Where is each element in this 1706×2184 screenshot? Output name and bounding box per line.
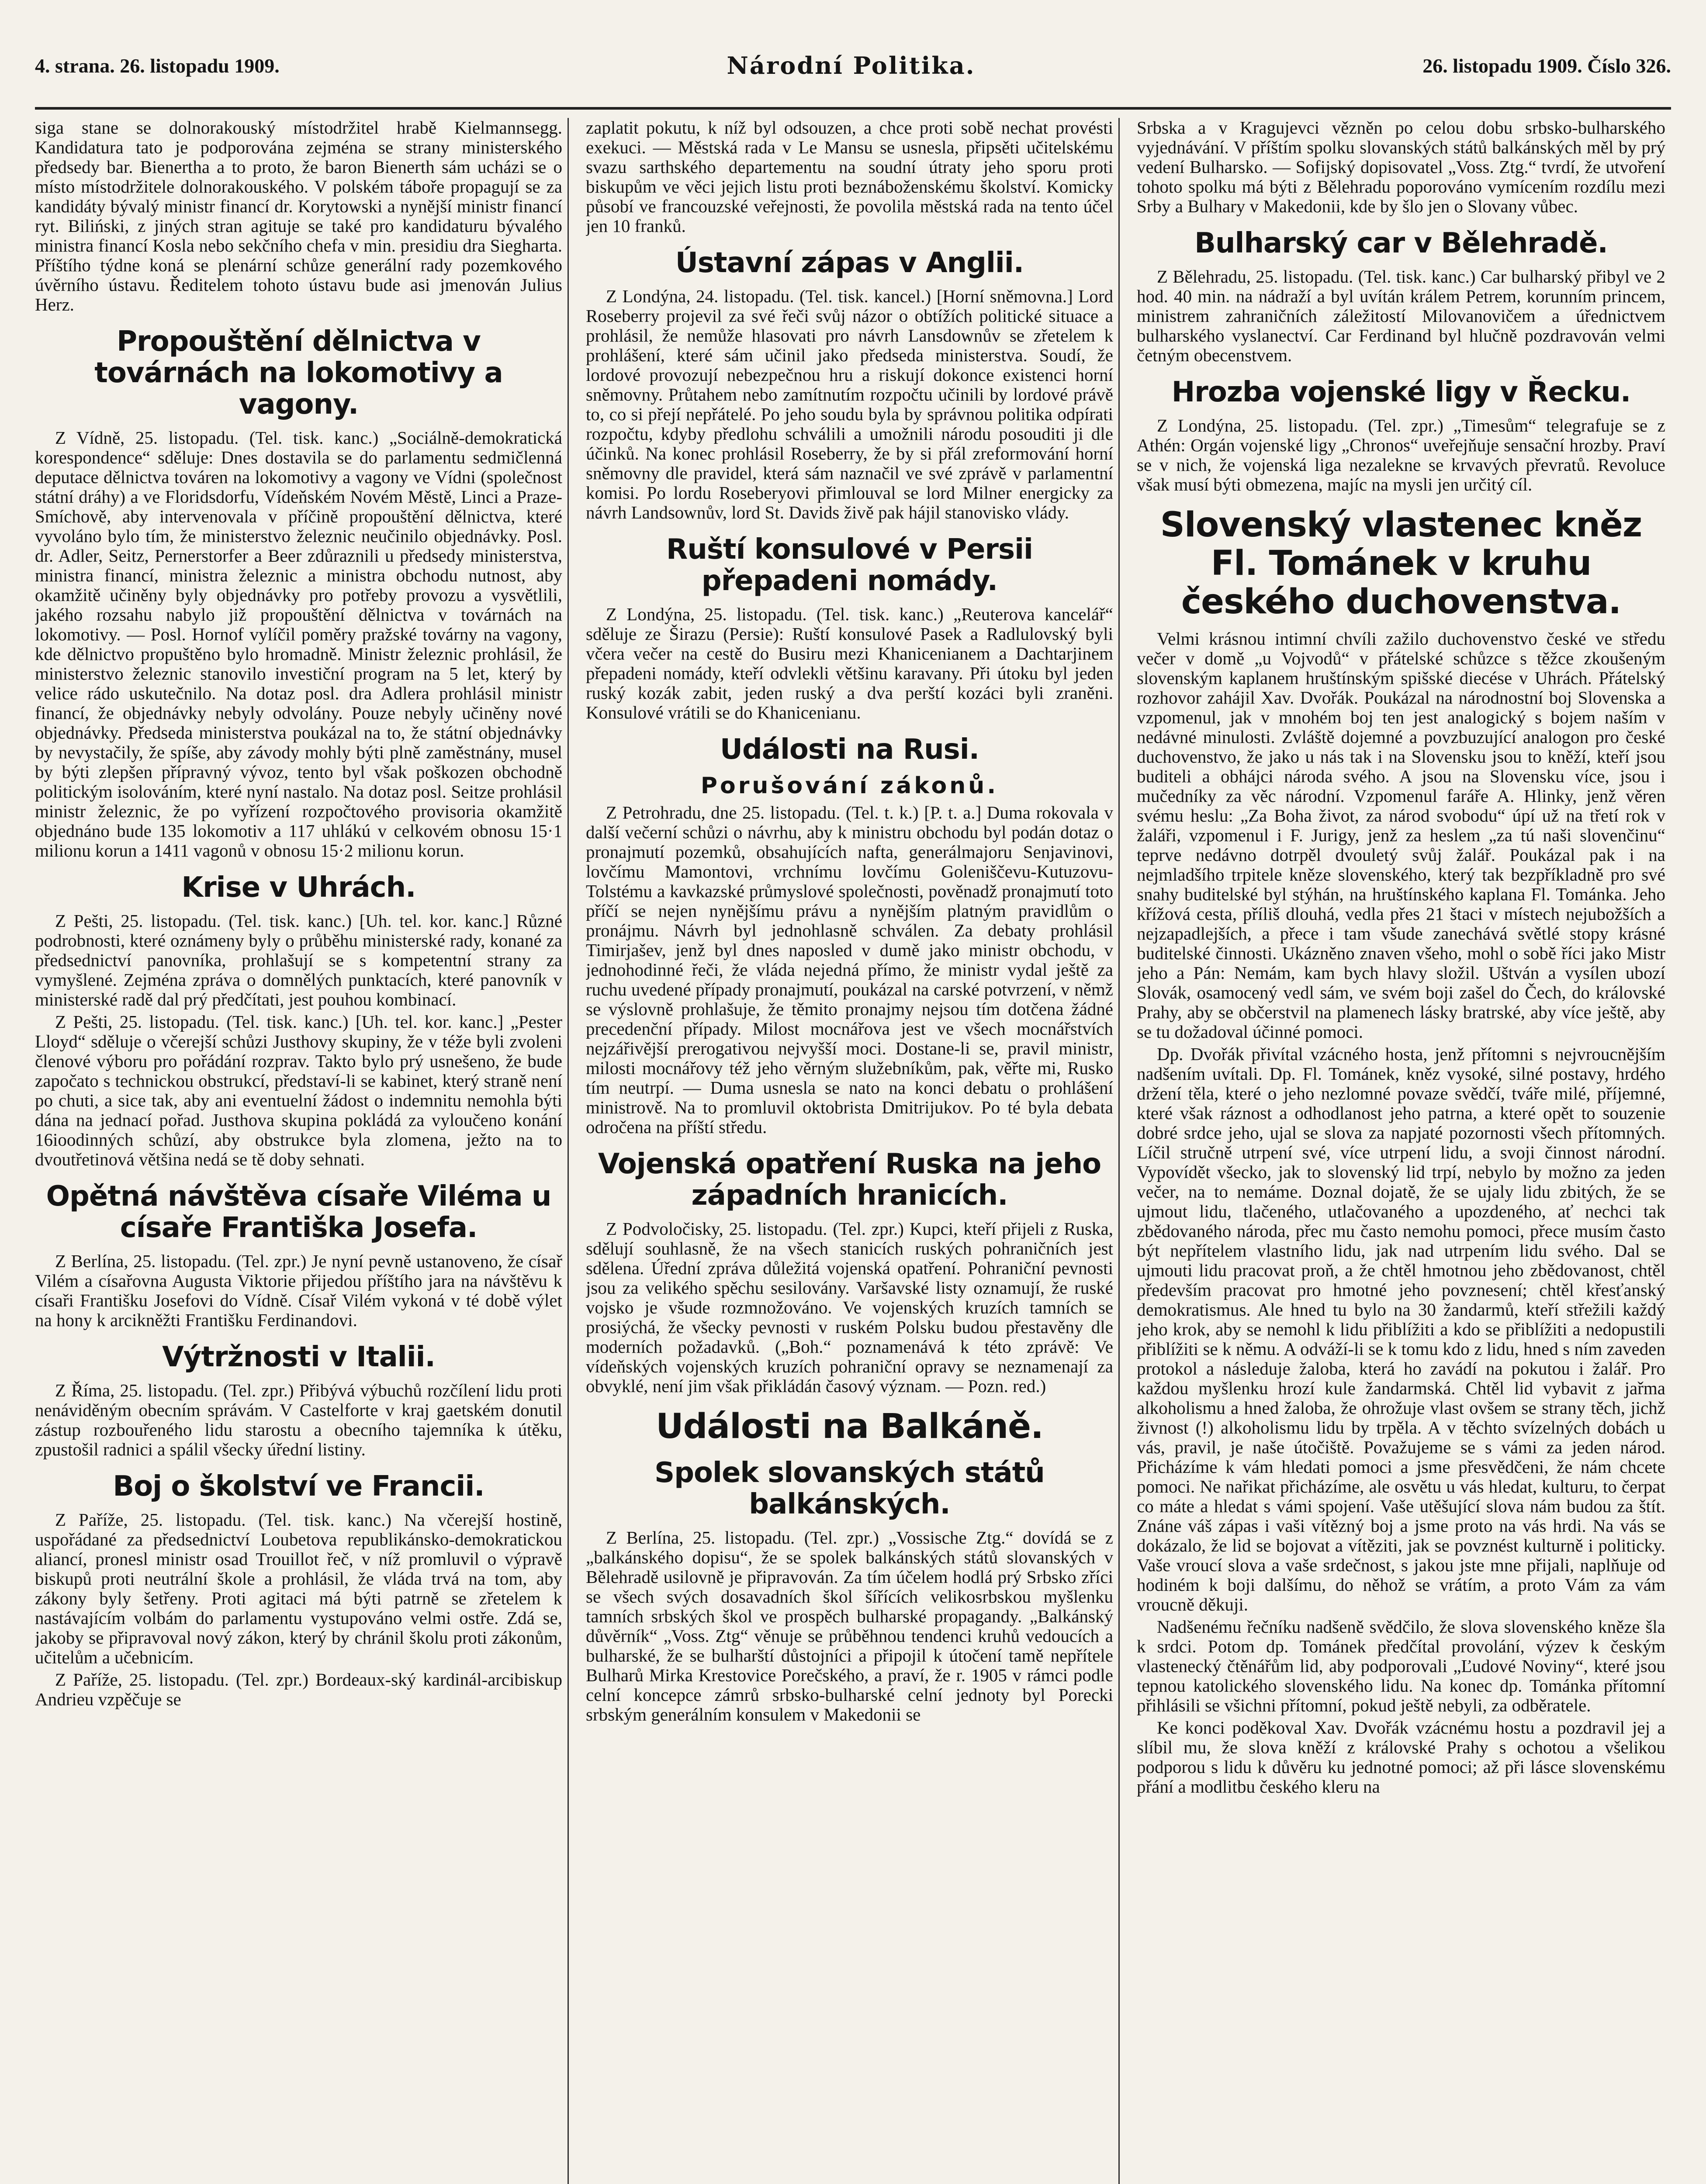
article-text: Z Petrohradu, dne 25. listopadu. (Tel. t. k.) [P. t. a.] Duma rokovala v další večerní schůzi o návrhu, aby k ministru obchodu byl podán dotaz o pronajmutí pozemků, obsahujících nafta, generálmajoru Senjavinovi, lovčímu Mamontovi, vrchnímu lovčímu Goleniščevu-Kutuzovu-Tolstému a kavkazské průmyslové společnosti, pověnadž pronajmutí toto příčí se nejen nynějšímu právu a nynějším platným pravidlům o pronájmu. Návrh byl jednohlasně schválen. Za debaty prohlásil Timirjašev, jenž byl dnes naposled v dumě jako ministr obchodu, v jednohodinné řeči, že vláda nejedná přímo, že ministr vydal ještě za ruchu uvedené případy pronajmutí, poukázal na carské potvrzení, v němž se výslovně prohlašuje, že těmito pronajmy nejsou tím dotčena žádné precedenční případy. Milost mocnářova jest ve všech mocnářstvích nejzářivější prerogativou nejvyšší moci. Dostane-li se, pravil ministr, milosti mocnářovy též jeho věrným služebníkům, pak, věřte mi, Rusko tím neutrpí. — Duma usnesla se nato na konci debatu o prohlášení ministrově. Na to promluvil oktobrista Dmitrijukov. Po té byla debata odročena na příští středu. xyxy=(586,802,1113,1137)
article-text: Nadšenému řečníku nadšeně svědčilo, že slova slovenského kněze šla k srdci. Potom dp. Tománek předčítal provolání, výzev k českým vlastenecký čtěnářům lid, aby podporovali „Ľudové Noviny“, které jsou tepnou katolického slovenského lidu. Na konec dp. Tománka přítomní přihlásili se všichni přítomní, pokud ještě nebyli, za odběratele. xyxy=(1137,1617,1665,1715)
page-date-left: 4. strana. 26. listopadu 1909. xyxy=(35,54,280,77)
article-text: Z Berlína, 25. listopadu. (Tel. zpr.) „Vossische Ztg.“ dovídá se z „balkánského dopisu“, že se spolek balkánských států slovanských v Bělehradě usilovně je připravován. Za tím účelem hodlá prý Srbsko zříci se všech svých dosavadních škol šířících velikosrbskou myšlenku tamních srbských škol ve prospěch bulharské propagandy. „Balkánský důvěrník“ „Voss. Ztg“ věnuje se průběhnou tendenci kruhů vedoucích a bulharské, že se bulharští důstojníci a připojil k útočení tamě nepřítele Bulharů Mirka Krestovice Porečského, a praví, že r. 1905 v rámci podle celní koncepce zámrů srbsko-bulharské celní jednoty byl Porecki srbským generálním konsulem v Makedonii se xyxy=(586,1527,1113,1724)
article-text: Z Podvoločisky, 25. listopadu. (Tel. zpr.) Kupci, kteří přijeli z Ruska, sdělují souhlasně, že na všech stanicích ruských pohraničních jest sdělena. Úřední zpráva důležitá vojenská opatření. Pohraniční pevnosti jsou za velikého spěchu sesilovány. Varšavské listy oznamují, že ruské vojsko je všude rozmnožováno. Ve vojenských kruzích tamních se prosiýchá, že všecky pevnosti v ruském Polsku budou přestavěny dle moderních požadavků. („Boh.“ poznamenává k této zprávě: Ve vídeňských vojenských kruzích pohraniční opravy se neznamenají za obvyklé, není jim však přikládán časový význam. — Pozn. red.) xyxy=(586,1219,1113,1396)
headline-udalosti-balkane: Události na Balkáně. xyxy=(656,1407,1043,1446)
article-text: Ke konci poděkoval Xav. Dvořák vzácnému hostu a pozdravil jej a slíbil mu, že slova kněží z královské Prahy s ochotou a všelikou podporou s lidu k důvěru ku jednotné pomoci; až při lásce slovenskému přání a modlitbu českého kleru na xyxy=(1137,1717,1665,1797)
headline-skolstvi-francii: Boj o školství ve Francii. xyxy=(113,1470,484,1503)
issue-number: 26. listopadu 1909. Číslo 326. xyxy=(1422,54,1671,77)
headline-spolek-statu: Spolek slovanských států balkánských. xyxy=(654,1457,1045,1521)
article-continuation: siga stane se dolnorakouský místodržitel hrabě Kielmannsegg. Kandidatura tato je podporována zejména se strany ministerského předsedy bar. Bienertha a to proto, že baron Bienerth sám ucházi se o místo místodržitele dolnorakouského. V polském táboře propagují se za kandidáty bývalý ministr financí dr. Korytowski a nynější ministr financí ryt. Biliński, z jiných stran agituje se také pro kandidaturu bývalého ministra financí Kosla nebo sekčního chefa v min. presidiu dra Sieghartа. Příštího týdne koná se plenární schůze generální rady pozemkového úvěrního ústavu. Ředitelem tohoto ústavu bude asi jmenován Julius Herz. xyxy=(35,118,562,314)
article-text: Velmi krásnou intimní chvíli zažilo duchovenstvo české ve středu večer v domě „u Vojvodů“ v přátelské schůzce s těžce zkoušeným slovenským kaplanem hruštínským spišské diecése v Uhrách. Přátelský rozhovor zahájil Xav. Dvořák. Poukázal na národnostní boj Slovenska a vzpomenul, jak v mnohém boj ten jest analogický s bojem naším v nedávné minulosti. Zvláště dojemné a povzbuzující analogon pro české duchovenstvo, že jako u nás tak i na Slovensku jsou to kněží, kteří jsou buditeli a obhájci národa svého. A jsou na Slovensku více, jsou i mučedníky za věc národní. Vzpomenul faráře A. Hlinky, jenž věren svému heslu: „Za Boha život, za národ svobodu“ úpí už na třetí rok v žaláři, vzpomenul i F. Jurigy, jenž za heslem „za tú naši slovenčinu“ teprve nedávno dotrpěl dvouletý svůj žalář. Poukázal pak i na nejmladšího trpitele kněze slovenského, který tak bezpříkladně pro své snahy buditelské byl stýhán, na hruštínského kaplana Fl. Tománka. Jeho křížová cesta, příliš dlouhá, vedla přes 21 štaci v místech nejubožších a nejzapadlejších, a přece i tam všude zanechává světlé stopy krásné buditelské činnosti. Ukázněno znaven všeho, mohl o sobě říci jako Mistr jeho a Pán: Nemám, kam bych hlavy složil. Uštván a vysílen ubozí Slovák, osamocený vedl sám, ve svém boji zašel do Čech, do královské Prahy, aby se občerstvil na plamenech lásky bratrské, aby více ještě, aby se tu dožadoval účinné pomoci. xyxy=(1137,629,1665,1042)
headline-vytrznosti-italii: Výtržnosti v Italii. xyxy=(162,1341,435,1373)
article-continuation: Srbska a v Kragujevci vězněn po celou dobu srbsko-bulharského vyjednávání. V příštím spolku slovanských států balkánských měl by prý vedení Bulharsko. — Sofijský dopisovatel „Voss. Ztg.“ tvrdí, že utvoření tohoto spolku má býti z Bělehradu poporováno vymícením rozdílu mezi Srby a Bulhary v Makedonii, kde by šlo jen o Slovany vůbec. xyxy=(1137,118,1665,216)
article-text: Z Londýna, 24. listopadu. (Tel. tisk. kancel.) [Horní sněmovna.] Lord Roseberry projevil za své řeči svůj názor o obtížích politické situace a prohlásil, že nemůže hlasovati pro návrh Lansdownův se zřetelem k prohlášení, které sám učinil jako předseda ministerstva. Soudí, že lordové provozují nebezpečnou hru a riskují dokonce existenci horní sněmovny. Průtahem nebo zamítnutím rozpočtu učinili by lordové právě to, co si přejí nepřátelé. Po jeho soudu byla by správnou politika odpírati rozpočtu, kdyby předlohu schválili a umožnili národu posouditi ji dle účinků. Na konec prohlásil Roseberry, že by si přál zreformování horní sněmovny dle pravidel, která sám naznačil ve své zprávě v parlamentní komisi. Po lordu Roseberyovi přimlouval se lord Milner energicky za návrh Landsownův, lord St. Davids živě pak hájil stanovisko vlády. xyxy=(586,286,1113,522)
headline-vojenska-opatreni: Vojenská opatření Ruska na jeho západních hranicích. xyxy=(598,1148,1101,1212)
article-text: Z Vídně, 25. listopadu. (Tel. tisk. kanc.) „Sociálně-demokratická korespondence“ sděluje: Dnes dostavila se do parlamentu sedmičlenná deputace dělnictva továren na lokomotivy a vagony ve Vídni (společnost státní dráhy) a ve Floridsdorfu, Vídeňském Novém Městě, Linci a Praze-Smíchově, aby intervenovala v příčině propouštění dělnictva, které vyvoláno bylo tím, že ministerstvo železnic neučinilo objednávky. Posl. dr. Adler, Seitz, Pernerstorfer a Beer zdůraznili u předsedy ministerstva, ministra financí, ministra železnic a ministra obchodu nutnost, aby okamžitě učiněny byly objednávky pro potřeby provozu a vysvětlili, jakého rozsahu nabylo již propouštění dělnictva v továrnách na lokomotivy. — Posl. Hornof vylíčil poměry pražské továrny na vagony, kde dělnictvo propuštěno bylo hromadně. Ministr železnic prohlásil, že ministerstvo železnic stanovilo investiční program na 5 let, který by velice rádo uskutečnilo. Na dotaz posl. dra Adlera prohlásil ministr financí, že objednávky nebyly odvolány. Pouze nebyly učiněny nové objednávky. Předseda ministerstva poukázal na to, že státní objednávky by nevystačily, že spíše, aby závody mohly býti plně zaměstnány, musel by býti zlepšen přípravný vývoz, tento byl však poškozen obchodně politickým isolováním, které nyní nastalo. Na dotaz posl. Seitze prohlásil ministr železnic, že po vyřízení rozpočtového provisoria okamžitě objednáno bude 135 lokomotiv a 117 uhlákú v celkovém obnosu 15·1 milionu korun a 1411 vagonů v obnosu 15·2 milionu korun. xyxy=(35,428,562,860)
article-text: Z Pešti, 25. listopadu. (Tel. tisk. kanc.) [Uh. tel. kor. kanc.] Různé podrobnosti, které oznámeny byly o průběhu ministerské rady, konané za předsednictví panovníka, prohlašují se s kompetentní strany za vymyšlené. Zejména zpráva o domnělých punktacích, které panovník v ministerské radě dal prý předčítati, jest pouhou kombinací. xyxy=(35,911,562,1009)
newspaper-title: Národní Politika. xyxy=(727,52,976,79)
article-text: Z Londýna, 25. listopadu. (Tel. zpr.) „Timesům“ telegrafuje se z Athén: Orgán vojenské ligy „Chronos“ uveřejňuje sensační hrozby. Praví se v nich, že vojenská liga nezalekne se krvavých převratů. Revoluce však musí býti obmezena, majíc na mysli jen určitý cíl. xyxy=(1137,415,1665,494)
masthead xyxy=(35,24,1671,110)
headline-lokomotivy: Propouštění dělnictva v továrnách na lokomotivy a vagony. xyxy=(94,325,503,421)
headline-hrozba-ligy: Hrozba vojenské ligy v Řecku. xyxy=(1171,376,1631,408)
column-1 xyxy=(35,118,569,2184)
article-text: Z Berlína, 25. listopadu. (Tel. zpr.) Je nyní pevně ustanoveno, že císař Vilém a císařovna Augusta Viktorie přijedou příštího jara na návštěvu k císaři Františku Josefovi do Vídně. Císař Vilém vykoná v té době výlet na hony k arcikněžti Františku Ferdinandovi. xyxy=(35,1251,562,1330)
headline-krise-uhrach: Krise v Uhrách. xyxy=(181,871,416,904)
headline-udalosti-rusi: Události na Rusi. xyxy=(720,733,979,766)
article-text: Z Paříže, 25. listopadu. (Tel. zpr.) Bordeaux-ský kardinál-arcibiskup Andrieu vzpěčuje se xyxy=(35,1669,562,1709)
columns xyxy=(35,118,1671,2184)
headline-slovensky-vlastenec: Slovenský vlastenec kněz Fl. Tománek v kruhu českého duchovenstva. xyxy=(1160,505,1642,622)
subhead-poruseni-zakonu: Porušování zákonů. xyxy=(700,773,999,799)
column-3 xyxy=(1137,118,1671,2184)
headline-bulharsky-car: Bulharský car v Bělehradě. xyxy=(1194,227,1608,259)
article-text: Z Říma, 25. listopadu. (Tel. zpr.) Přibývá výbuchů rozčílení lidu proti nenáviděným obecním správám. V Castelforte v kraj gaetském donutil zástup rozbouřeného lidu starostu a obecního tajemníka k útěku, zpustošil radnici a spálil všecky úřední listiny. xyxy=(35,1380,562,1459)
article-continuation: zaplatit pokutu, k níž byl odsouzen, a chce proti sobě nechat provésti exekuci. — Městská rada v Le Mansu se usnesla, připsěti učitelskému svazu sarthského departementu na soudní útraty jeho sporu proti biskupům ve věci jejich listu proti beznáboženskému školství. Komicky působí ve francouzské veřejnosti, že povolila městská rada na tento účel jen 10 franků. xyxy=(586,118,1113,236)
headline-navsteva-cisare: Opětná návštěva císaře Viléma u císaře Františka Josefa. xyxy=(46,1180,551,1244)
column-2 xyxy=(586,118,1120,2184)
article-text: Z Paříže, 25. listopadu. (Tel. tisk. kanc.) Na včerejší hostině, uspořádané za předsednictví Loubetova republikánsko-demokratickou aliancí, pronesl ministr osad Trouillot řeč, v níž promluvil o výpravě biskupů proti neutrální škole a prohlásil, že vláda trvá na tom, aby zákony byly šetřeny. Proti agitaci má býti patrně se zřetelem k nastávajícím volbám do parlamentu vystupováno velmi ostře. Zdá se, jakoby se připravoval nový zákon, který by chránil školu proti zákonům, učitelům a učebnicím. xyxy=(35,1510,562,1667)
headline-ustavni-zapas: Ústavní zápas v Anglii. xyxy=(675,247,1024,279)
headline-konsulove-persii: Ruští konsulové v Persii přepadeni nomády. xyxy=(666,533,1033,597)
article-text: Z Bělehradu, 25. listopadu. (Tel. tisk. kanc.) Car bulharský přibyl ve 2 hod. 40 min. na nádraží a byl uvítán králem Petrem, korunním princem, ministrem zahraničních záležitostí Milovanovičem a úřednictvem bulharského vyslanectví. Car Ferdinand byl hlučně pozdravován velmi četným obecenstvem. xyxy=(1137,266,1665,365)
article-text: Z Pešti, 25. listopadu. (Tel. tisk. kanc.) [Uh. tel. kor. kanc.] „Pester Lloyd“ sděluje o včerejší schůzi Justhovy skupiny, že v téže byli zvoleni členové výboru pro pořádání rozprav. Takto bylo prý usnešeno, že bude započato s technickou obstrukcí, představí-li se kabinet, který straně není po chuti, a sice tak, aby ani eventuelní žádost o indemnitu nemohla býti dána na jednací pořad. Justhova skupina pokládá za vyloučeno konání 16ioodinných schůzí, aby obstrukce byla zlomena, ježto na to dvoutřetinová většina nedá se tě doby sehnati. xyxy=(35,1012,562,1169)
article-text: Z Londýna, 25. listopadu. (Tel. tisk. kanc.) „Reuterova kancelář“ sděluje ze Širazu (Persie): Ruští konsulové Pasek a Radlulovský byli včera večer na cestě do Busiru mezi Khanicenianem a Dachtarjinem přepadeni nomády, kteří odvlekli většinu karavany. Při útoku byl jeden ruský kozák zabit, jeden ruský a dva perští kozáci byli zraněni. Konsulové vrátili se do Khanicenianu. xyxy=(586,604,1113,722)
article-text: Dp. Dvořák přivítal vzácného hosta, jenž přítomni s nejvroucnějším nadšením uvítali. Dp. Fl. Tománek, kněz vysoké, silné postavy, hrdého držení těla, které o jeho nezlomné povaze svědčí, tváře milé, příjemné, které však ráznost a odhodlanost jeho patrna, a které opět to souzenie dobré srdce jeho, ujal se slova za napjaté pozornosti všech přítomných. Líčil stručně utrpení své, více utrpení lidu, a svoji činnost národní. Vypovídět všecko, jak to slovenský lid trpí, nebylo by možno za jeden večer, na to nemáme. Doznal dojatě, že se ujaly lidu zbitých, že se ujmout lidu, tlačeného, utlačovaného a upozdeného, ať nechci tak zbědovaného národa, přec mu často nemohu pomoci, přece musím často být nepřítelem vlastního lidu, jak nad utrpením lidu svého. Dal se ujmouti lidu pracovat proň, a že chtěl hmotnou jeho zbědovanost, chtěl především pracovat pro hmotné jeho povznesení; chtěl křesťanský demokratismus. Ale hned tu bylo na 30 žandarmů, kteří střežili každý jeho krok, aby se nemohl k lidu přiblížiti a kdo se přiblížiti a nedopustili přiblížiti se k němu. A odváží-li se k tomu kdo z lidu, hned s ním zaveden protokol a následuje žaloba, která ho zavádí na pokutou i žalář. Pro každou myšlenku hrozí kule žandarmská. Chtěl lid vybavit z jařma alkoholismu a hned žaloba, že ohrožuje vlast ovšem se strany těch, jichž živnost (!) alkoholismu lidu by trpěla. A v těchto svízelných dobách u vás, pravil, je naše útočiště. Považujeme se s vámi za jeden národ. Přicházíme k vám hledati pomoci a jsme přesvědčeni, že nám chcete pomoci. Ne nařikat přicházíme, ale osvětu u vás hledat, kulturu, to čerpat co máte a hledat s vámi spojení. Vaše utěšující slova nám budou za štít. Znáne váš zápas i vaši vítězný boj a jsme proto na vás hrdi. Na vás se dokázalo, že lid se bojovat a vítěziti, jak se povznést kulturně i politicky. Vaše vroucí slova a vaše srdečnost, s jakou jste mne přijali, naplňuje od hodiném k boji dalšímu, do něhož se vrátím, a proto Vám za vám vroucně děkuji. xyxy=(1137,1044,1665,1614)
